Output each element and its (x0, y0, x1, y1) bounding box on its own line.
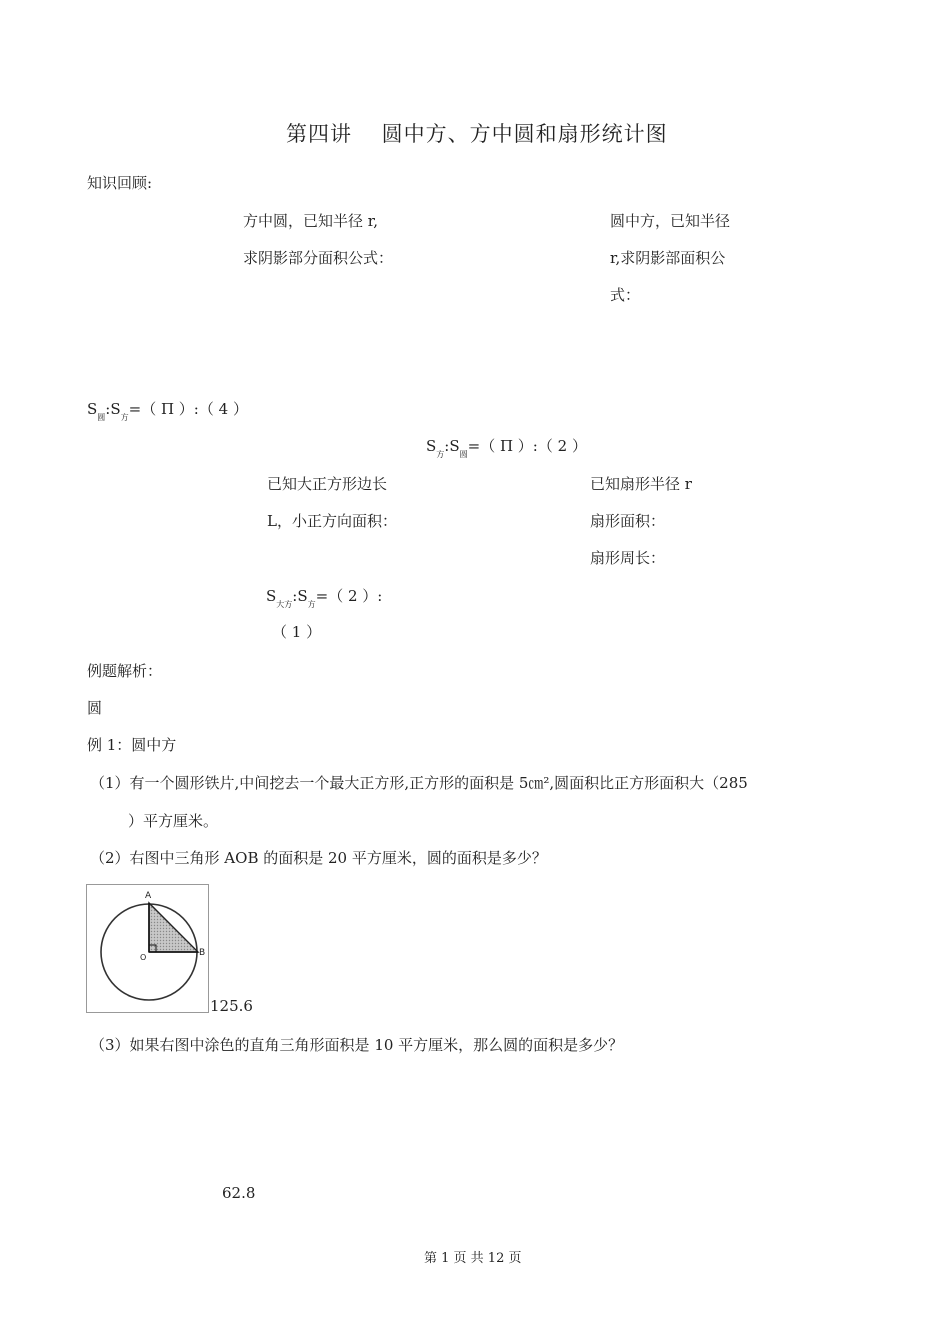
question-1-line1: （1）有一个圆形铁片,中间挖去一个最大正方形,正方形的面积是 5㎝²,圆面积比正方形面积大（285 (90, 774, 748, 792)
sector-block-line1: 已知扇形半径 r (590, 475, 692, 493)
ratio-sub-a: 方 (436, 450, 445, 459)
figure-svg (87, 885, 208, 1012)
ratio-colon: :S (105, 400, 121, 418)
ratio-big-small-square (266, 589, 382, 609)
ratio-colon: :S (444, 437, 460, 455)
question-1-line2: ）平方厘米。 (128, 812, 219, 830)
ratio-s: S (426, 437, 437, 455)
review-heading: 知识回顾: (87, 174, 153, 192)
ratio-s: S (87, 400, 98, 418)
left-block-line2: 求阴影部分面积公式： (243, 249, 394, 267)
examples-heading: 例题解析： (87, 662, 163, 680)
ratio-sub-b: 方 (307, 600, 316, 609)
ratio-colon: :S (292, 587, 308, 605)
right-block-line2: r,求阴影部面积公 (610, 249, 726, 267)
sector-block-line2: 扇形面积： (590, 512, 666, 530)
ratio-sub-a: 圆 (97, 413, 106, 422)
circle-heading: 圆 (87, 699, 103, 717)
ratio-s: S (266, 587, 277, 605)
question-2-answer: 125.6 (210, 997, 253, 1015)
ratio-sub-b: 方 (120, 413, 129, 422)
square-block-line1: 已知大正方形边长 (267, 475, 388, 493)
page-title: 第四讲 圆中方、方中圆和扇形统计图 (286, 122, 668, 146)
page-footer: 第 1 页 共 12 页 (424, 1251, 522, 1266)
label-b: B (199, 948, 206, 958)
example1-heading: 例 1：圆中方 (87, 736, 177, 754)
ratio-circle-square (87, 402, 248, 422)
label-a: A (145, 891, 152, 901)
sector-block-line3: 扇形周长： (590, 549, 666, 567)
ratio-rest: =（ 2 ）: (315, 587, 383, 605)
ratio-rest: =（ Π ）:（ 4 ） (128, 400, 248, 418)
left-block-line1: 方中圆，已知半径 r, (243, 212, 379, 230)
ratio-rest: =（ Π ）:（ 2 ） (467, 437, 587, 455)
ratio-sub-a: 大方 (276, 600, 293, 609)
ratio-big-small-square-line2: （ 1 ） (272, 623, 322, 641)
circle-triangle-figure (86, 884, 209, 1013)
label-o: O (140, 953, 147, 962)
ratio-sub-b: 圆 (459, 450, 468, 459)
question-3: （3）如果右图中涂色的直角三角形面积是 10 平方厘米，那么圆的面积是多少？ (90, 1036, 624, 1054)
question-3-answer: 62.8 (222, 1184, 256, 1202)
right-block-line3: 式： (610, 286, 641, 304)
square-block-line2: L，小正方向面积： (267, 512, 397, 530)
ratio-square-circle (426, 439, 587, 459)
question-2: （2）右图中三角形 AOB 的面积是 20 平方厘米，圆的面积是多少？ (90, 849, 547, 867)
right-block-line1: 圆中方，已知半径 (610, 212, 731, 230)
